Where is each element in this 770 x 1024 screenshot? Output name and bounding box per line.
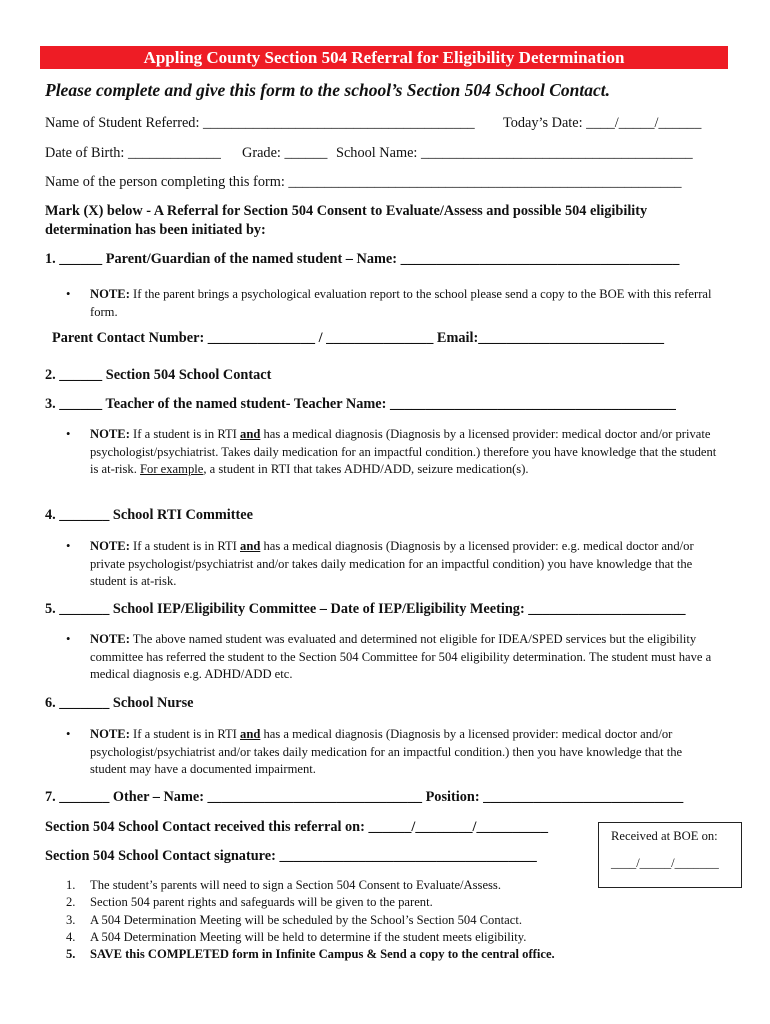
note-label: NOTE:	[90, 727, 130, 741]
referrer-teacher[interactable]: 3. ______ Teacher of the named student- Teacher Name: ________________________________________	[45, 396, 676, 412]
referrer-other[interactable]: 7. _______ Other – Name: ______________________________ Position: ____________________________	[45, 789, 684, 805]
note-text-b: has a medical diagnosis (Diagnosis by a licensed provider: medical doctor and/or private psychologist/psychiatrist. Takes daily medication for an impactful condition.) therefore you have knowledge that the student is at-risk.	[90, 427, 717, 477]
note-text-c: , a student in RTI that takes ADHD/ADD, seizure medication(s).	[203, 462, 529, 477]
step-item	[66, 947, 555, 962]
step-number: 4.	[66, 930, 76, 944]
form-title: Appling County Section 504 Referral for Eligibility Determination	[40, 46, 728, 69]
note-text-a: If a student is in RTI	[129, 727, 241, 741]
step-text: The student’s parents will need to sign a Section 504 Consent to Evaluate/Assess.	[90, 878, 501, 892]
note-text: If the parent brings a psychological evaluation report to the school please send a copy to the BOE with this referral form.	[90, 287, 712, 319]
note-text-b: has a medical diagnosis (Diagnosis by a licensed provider: e.g. medical doctor and/or private psychologist/psychiatrist and/or takes daily medication for an impactful condition) you have knowledge that the student is at-risk.	[90, 539, 694, 589]
dob-field[interactable]: Date of Birth: _____________	[45, 145, 221, 161]
signature-field[interactable]: Section 504 School Contact signature: ____________________________________	[45, 848, 537, 864]
step-number: 3.	[66, 913, 76, 927]
note-label: NOTE:	[90, 427, 130, 441]
referrer-rti-committee[interactable]: 4. _______ School RTI Committee	[45, 507, 253, 523]
bullet-icon: •	[66, 727, 71, 741]
note-text-a: If a student is in RTI	[129, 427, 241, 441]
step-number: 2.	[66, 895, 76, 909]
note-text-b: has a medical diagnosis (Diagnosis by a licensed provider: medical doctor and/or psychologist/psychiatrist and/or takes daily medication for an impactful condition.) then you have knowledge that the student may have a documented impairment.	[90, 727, 683, 777]
bullet-icon: •	[66, 632, 71, 646]
note-label: NOTE:	[90, 539, 130, 553]
boe-received-box	[598, 822, 742, 888]
note-and-emphasis: and	[240, 427, 261, 441]
student-name-field[interactable]: Name of Student Referred: ______________________________________	[45, 115, 475, 131]
completer-name-field[interactable]: Name of the person completing this form: _______________________________________________________	[45, 174, 682, 190]
step-item	[66, 895, 433, 910]
step-item	[66, 930, 526, 945]
step-item	[66, 913, 522, 928]
todays-date-field[interactable]: Today’s Date: ____/_____/______	[503, 115, 702, 131]
school-name-field[interactable]: School Name: ______________________________________	[336, 145, 693, 161]
step-text: A 504 Determination Meeting will be held to determine if the student meets eligibility.	[90, 930, 527, 944]
boe-received-date-field[interactable]: ____/_____/_______	[611, 856, 719, 870]
note-label: NOTE:	[90, 632, 130, 646]
step-number: 5.	[66, 947, 76, 961]
step-text: SAVE this COMPLETED form in Infinite Campus & Send a copy to the central office.	[90, 947, 555, 961]
note-and-emphasis: and	[240, 539, 261, 553]
bullet-icon: •	[66, 539, 71, 553]
received-date-field[interactable]: Section 504 School Contact received this referral on: ______/________/__________	[45, 819, 548, 835]
note-and-emphasis: and	[240, 727, 261, 741]
referrer-parent-guardian[interactable]: 1. ______ Parent/Guardian of the named student – Name: _______________________________________	[45, 251, 680, 267]
note-label: NOTE:	[90, 287, 130, 301]
note-text-a: If a student is in RTI	[129, 539, 241, 553]
parent-contact-field[interactable]: Parent Contact Number: _______________ / _______________ Email:__________________________	[52, 330, 665, 346]
referrer-iep-committee[interactable]: 5. _______ School IEP/Eligibility Committee – Date of IEP/Eligibility Meeting: ______________________	[45, 601, 686, 617]
referrer-504-contact[interactable]: 2. ______ Section 504 School Contact	[45, 367, 272, 383]
bullet-icon: •	[66, 427, 71, 441]
step-text: A 504 Determination Meeting will be scheduled by the School’s Section 504 Contact.	[90, 913, 522, 927]
instructions: Please complete and give this form to the school’s Section 504 School Contact.	[45, 80, 611, 100]
referrer-school-nurse[interactable]: 6. _______ School Nurse	[45, 695, 194, 711]
step-item	[66, 878, 501, 893]
mark-instructions-line2: determination has been initiated by:	[45, 222, 266, 238]
step-number: 1.	[66, 878, 76, 892]
note-text: The above named student was evaluated and determined not eligible for IDEA/SPED services but the eligibility committee has referred the student to the Section 504 Committee for 504 eligibility determination. The student must have a medical diagnosis e.g. ADHD/ADD etc.	[90, 632, 712, 682]
bullet-icon: •	[66, 287, 71, 301]
step-text: Section 504 parent rights and safeguards will be given to the parent.	[90, 895, 433, 909]
mark-instructions-line1: Mark (X) below - A Referral for Section 504 Consent to Evaluate/Assess and possible 504 eligibility	[45, 203, 648, 219]
note-example: For example	[140, 462, 204, 477]
grade-field[interactable]: Grade: ______	[242, 145, 328, 161]
boe-received-label: Received at BOE on:	[611, 829, 718, 843]
